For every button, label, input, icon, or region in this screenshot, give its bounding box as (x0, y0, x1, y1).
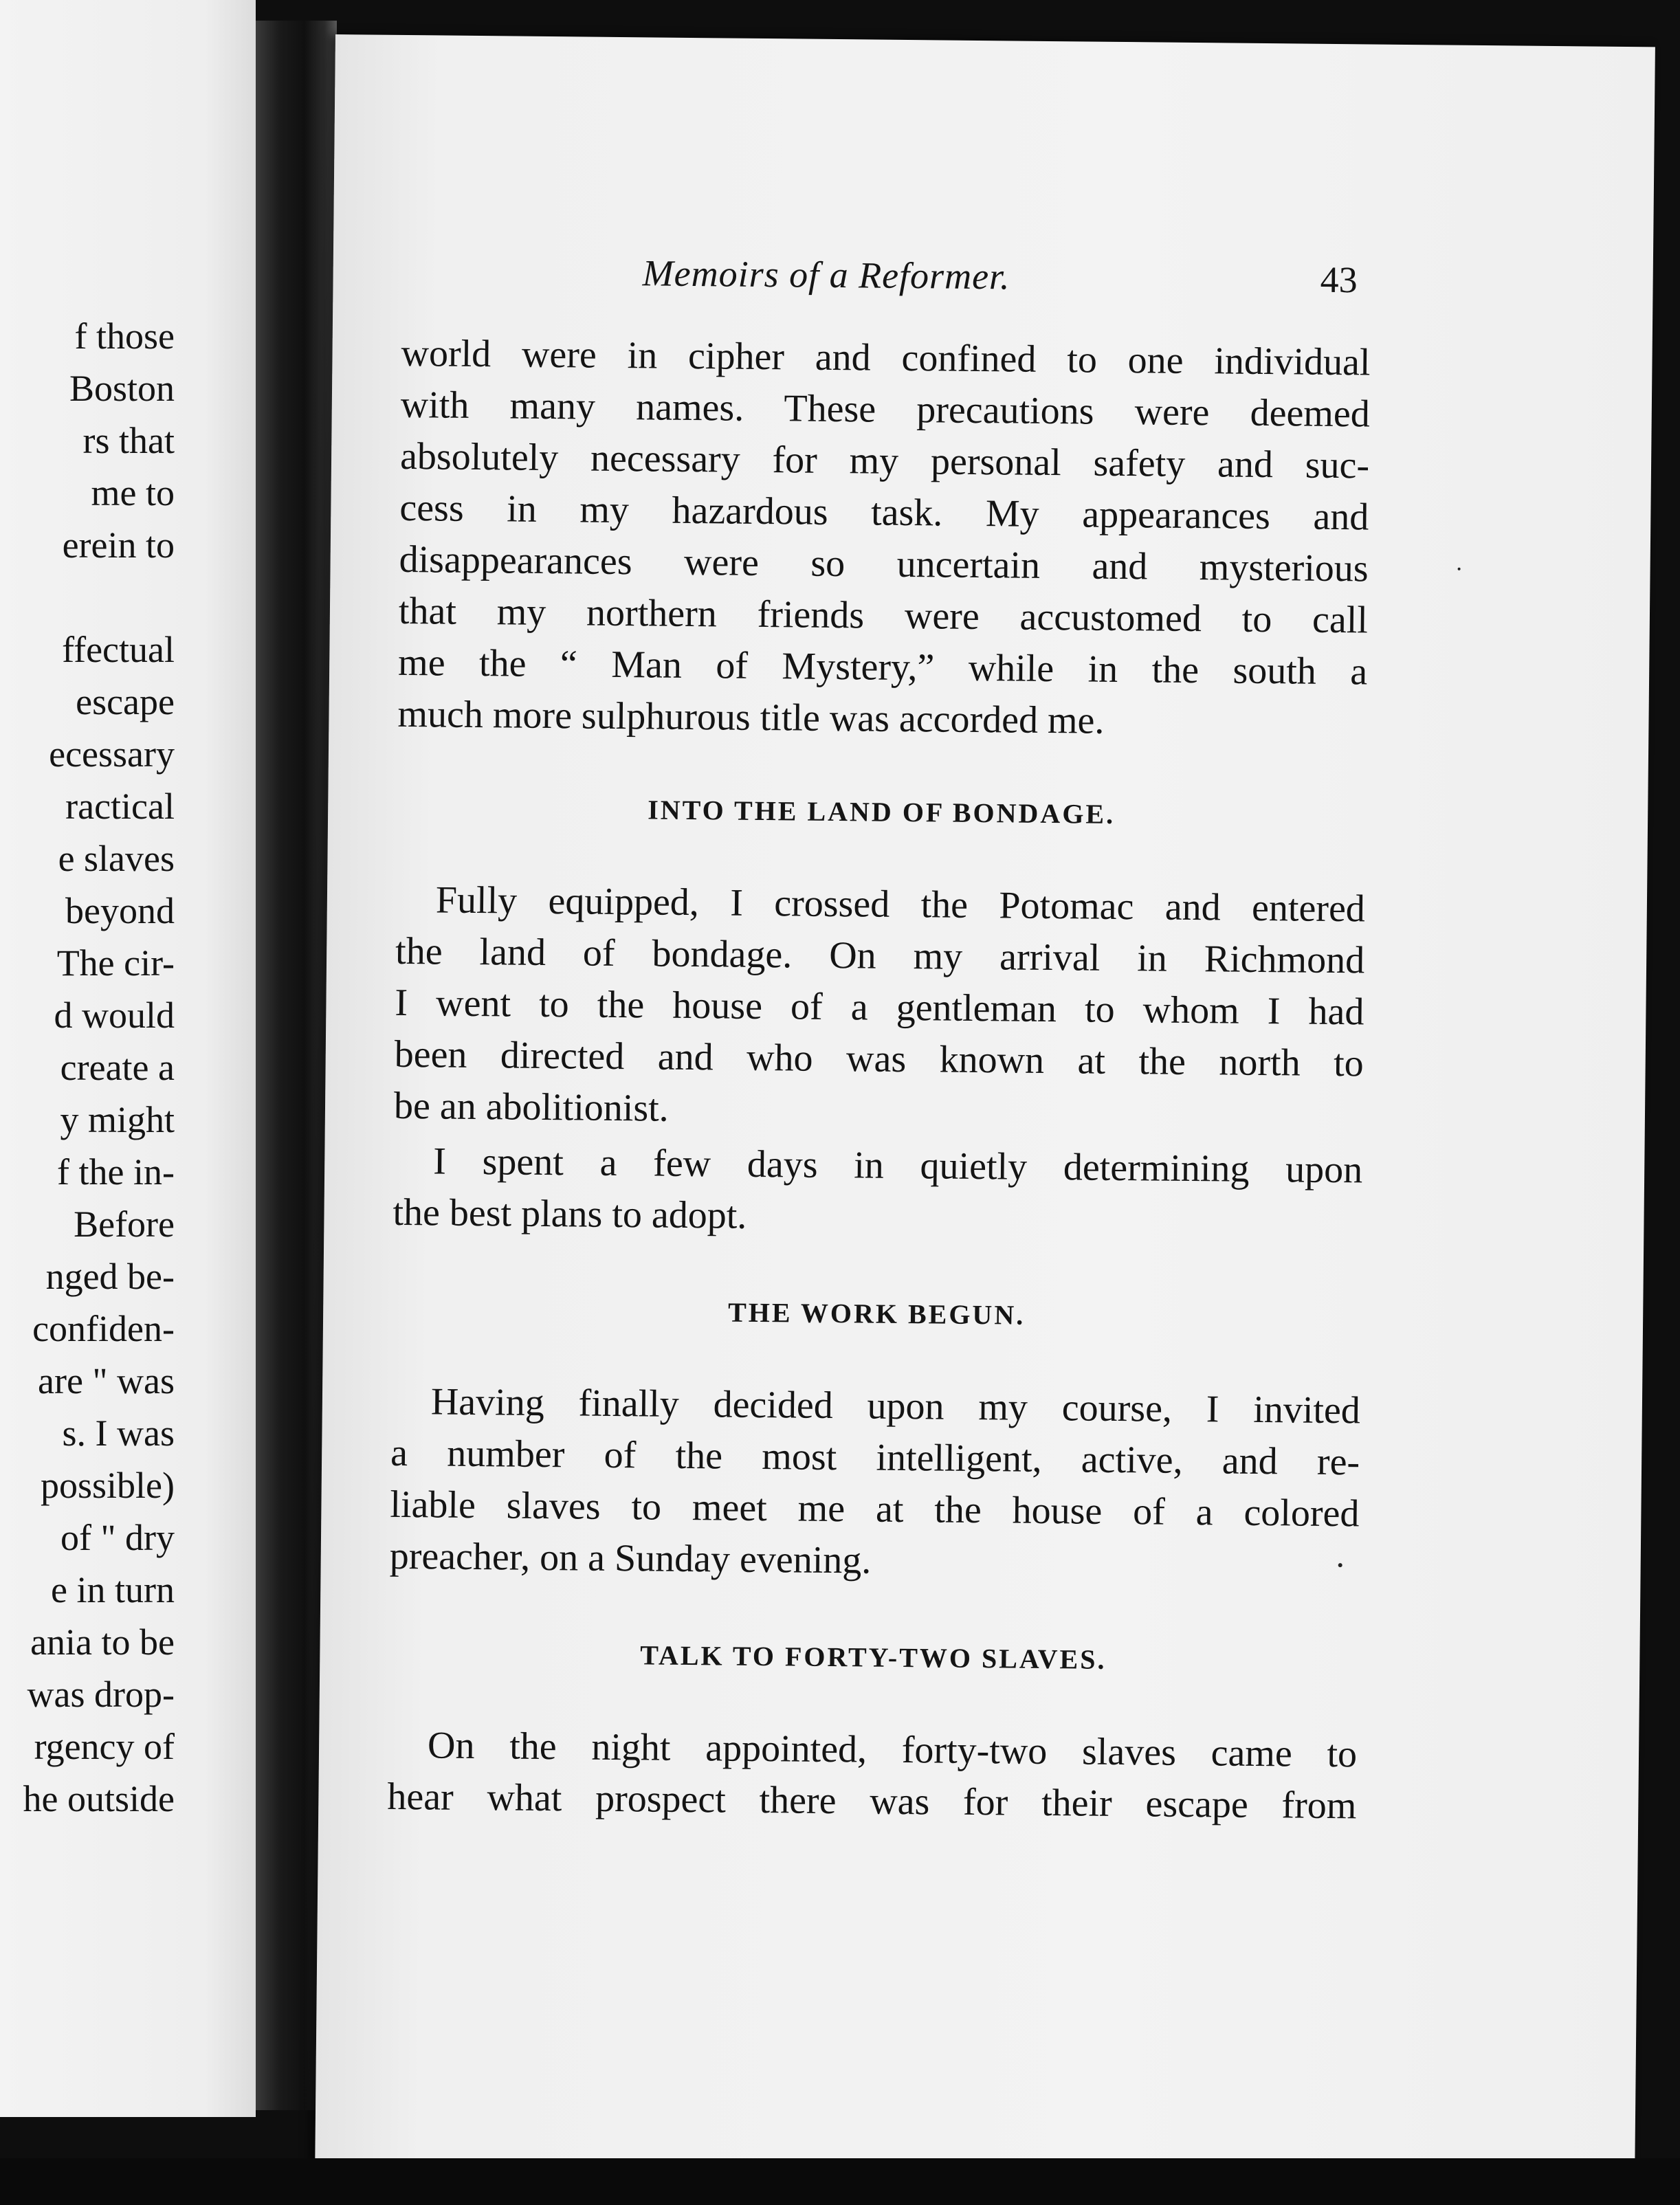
paragraph-line: I spent a few days in quietly determining upon (432, 1140, 1363, 1192)
page-number: 43 (1320, 258, 1358, 301)
left-page-line: The cir- (56, 942, 175, 984)
left-facing-page (0, 0, 256, 2117)
page-content (315, 34, 1655, 2178)
left-page-line: y might (60, 1099, 175, 1140)
left-page-line: are " was (38, 1360, 175, 1401)
paragraph-line: disappearances were so uncertain and mysterious (399, 538, 1369, 590)
section-heading: THE WORK BEGUN. (727, 1296, 1026, 1331)
left-page-line: ffectual (62, 629, 175, 670)
paragraph-line: On the night appointed, forty-two slaves came to (427, 1724, 1358, 1776)
left-page-line: of " dry (60, 1517, 175, 1558)
left-page-line: d would (54, 995, 175, 1036)
left-page-line: rgency of (34, 1726, 175, 1767)
scan-bottom-edge (0, 2158, 1680, 2205)
left-page-line: confiden- (32, 1308, 175, 1349)
section-heading: INTO THE LAND OF BONDAGE. (648, 794, 1116, 830)
paragraph-line: cess in my hazardous task. My appearances and (399, 486, 1369, 539)
paragraph-line: I went to the house of a gentleman to whom I had (395, 981, 1364, 1034)
paragraph-line: Fully equipped, I crossed the Potomac and entered (435, 878, 1366, 931)
print-speck (1458, 568, 1461, 570)
left-page-line: me to (91, 472, 175, 513)
paragraph-line: the best plans to adopt. (393, 1190, 747, 1237)
left-page-line: nged be- (45, 1256, 175, 1297)
left-page-line: was drop- (27, 1674, 175, 1715)
left-page-line: ania to be (30, 1621, 175, 1663)
left-page-line: f those (74, 315, 175, 357)
paragraph-line: much more sulphurous title was accorded me. (397, 692, 1105, 742)
paragraph-line: been directed and who was known at the north to (394, 1032, 1364, 1085)
print-speck (1338, 1563, 1342, 1567)
paragraph-line: world were in cipher and confined to one individual (401, 331, 1371, 384)
paragraph-line: hear what prospect there was for their escape from (387, 1775, 1357, 1828)
left-page-line: f the in- (57, 1151, 175, 1193)
running-head (642, 252, 1358, 313)
paragraph-line: the land of bondage. On my arrival in Richmond (395, 929, 1365, 982)
paragraph-line: absolutely necessary for my personal safety and suc- (399, 434, 1370, 487)
left-page-line: rs that (82, 420, 175, 461)
left-page-line: create a (60, 1047, 175, 1088)
left-page-line: s. I was (62, 1412, 175, 1454)
paragraph-line: liable slaves to meet me at the house of a colored (390, 1483, 1360, 1536)
left-page-line: possible) (41, 1465, 175, 1506)
paragraph-line: with many names. These precautions were deemed (400, 383, 1371, 436)
left-page-line: beyond (65, 890, 175, 931)
paragraph-line: me the “ Man of Mystery,” while in the south a (397, 641, 1368, 694)
right-page (315, 34, 1655, 2178)
running-title: Memoirs of a Reformer. (642, 252, 1010, 298)
left-page-line: e in turn (51, 1569, 175, 1610)
paragraph-line: a number of the most intelligent, active, and re- (390, 1431, 1360, 1484)
left-page-line: ractical (65, 786, 175, 827)
paragraph-line: be an abolitionist. (393, 1084, 670, 1130)
section-heading: TALK TO FORTY-TWO SLAVES. (640, 1639, 1107, 1675)
left-page-line: Boston (69, 368, 175, 409)
paragraph-line: that my northern friends were accustomed to call (398, 589, 1369, 642)
left-page-line: Before (74, 1204, 175, 1245)
left-page-line: escape (76, 681, 175, 722)
left-page-line: he outside (23, 1778, 175, 1819)
left-page-line: e slaves (58, 838, 175, 879)
left-page-line: erein to (62, 524, 175, 566)
paragraph-line: preacher, on a Sunday evening. (389, 1534, 872, 1582)
left-page-line: ecessary (49, 733, 175, 775)
paragraph-line: Having finally decided upon my course, I invited (430, 1380, 1361, 1432)
